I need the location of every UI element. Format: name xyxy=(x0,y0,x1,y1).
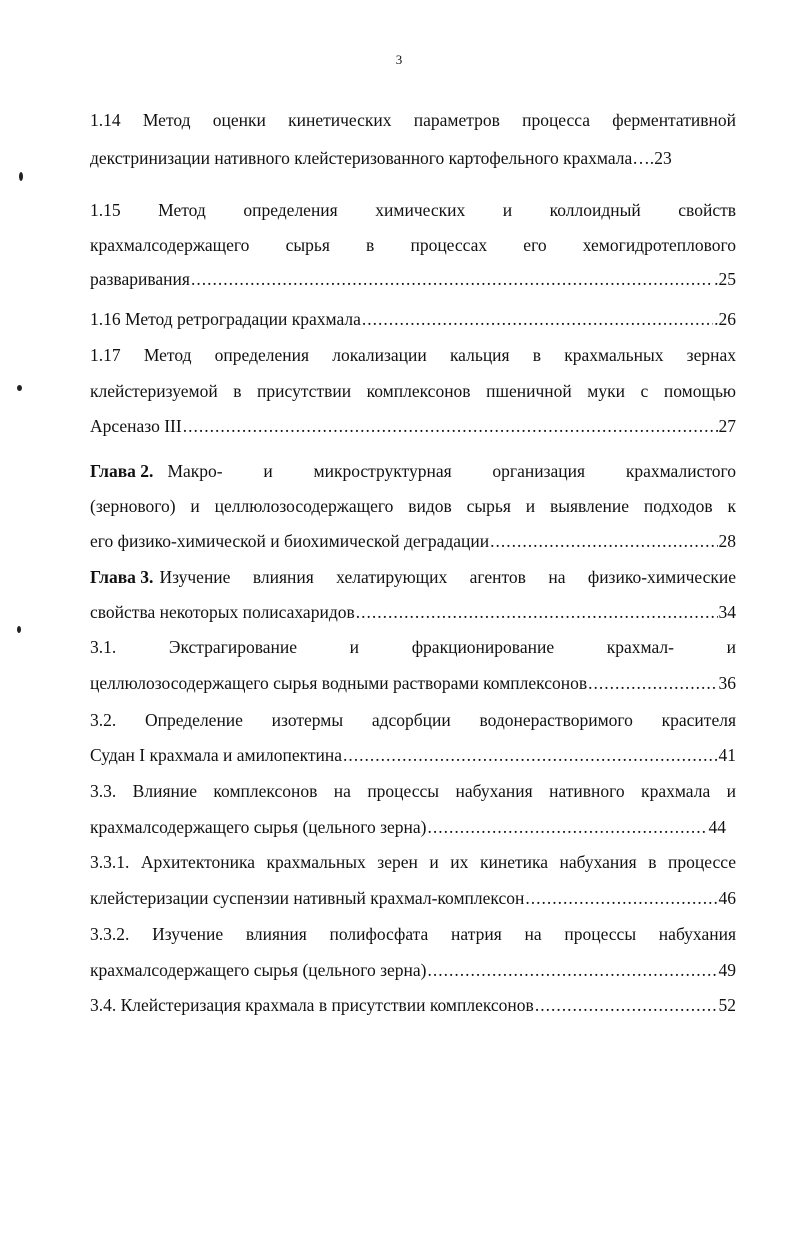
toc-page-number: 46 xyxy=(718,888,736,908)
toc-entry-1-15-line1: 1.15 Метод определения химических и коллоидный свойств xyxy=(90,200,736,220)
toc-entry-3-2-line1: 3.2. Определение изотермы адсорбции водонерастворимого красителя xyxy=(90,710,736,730)
toc-entry-1-15-line3 xyxy=(90,267,736,291)
toc-entry-text: Судан I крахмала и амилопектина xyxy=(90,745,342,765)
chapter-label: Глава 2. xyxy=(90,461,154,481)
toc-entry-3-4 xyxy=(90,993,736,1017)
toc-chapter-3-line2 xyxy=(90,600,736,624)
toc-entry-3-1-line1: 3.1. Экстрагирование и фракционирование крахмал- и xyxy=(90,637,736,657)
toc-entry-1-17-line3 xyxy=(90,414,736,438)
toc-page-number: 34 xyxy=(718,602,736,622)
dot-leader xyxy=(362,307,713,331)
toc-page-number: 27 xyxy=(718,416,736,436)
toc-entry-3-3-2-line1: 3.3.2. Изучение влияния полифосфата натрия на процессы набухания xyxy=(90,924,736,944)
toc-entry-3-3-line2 xyxy=(90,815,726,839)
toc-entry-text: 1.16 Метод ретроградации крахмала xyxy=(90,309,361,329)
toc-page-number: .26 xyxy=(714,309,736,329)
toc-entry-text: свойства некоторых полисахаридов xyxy=(90,602,355,622)
toc-entry-1-15-line2: крахмалсодержащего сырья в процессах его хемогидротеплового xyxy=(90,235,736,255)
dot-leader xyxy=(588,671,717,695)
toc-entry-text: Арсеназо III xyxy=(90,416,182,436)
toc-entry-3-1-line2 xyxy=(90,671,736,695)
toc-entry-text: целлюлозосодержащего сырья водными растворами комплексонов xyxy=(90,673,588,693)
toc-page-number: 36 xyxy=(718,673,736,693)
toc-page-number: 52 xyxy=(718,995,736,1015)
toc-entry-text: Макро- и микроструктурная организация крахмалистого xyxy=(167,461,736,481)
toc-entry-text: разваривания xyxy=(90,269,190,289)
toc-page-number: 49 xyxy=(718,960,736,980)
toc-entry-text: крахмалсодержащего сырья (цельного зерна) xyxy=(90,960,427,980)
toc-entry-text: крахмалсодержащего сырья (цельного зерна) xyxy=(90,817,427,837)
dot-leader xyxy=(525,886,717,910)
toc-entry-1-14-line2 xyxy=(90,146,736,170)
toc-entry-text: 3.4. Клейстеризация крахмала в присутствии комплексонов xyxy=(90,995,534,1015)
dot-leader xyxy=(191,267,713,291)
toc-chapter-2-line3 xyxy=(90,529,736,553)
page-number: 3 xyxy=(395,52,403,67)
toc-entry-text: Изучение влияния хелатирующих агентов на физико-химические xyxy=(159,567,736,587)
dot-leader xyxy=(343,743,718,767)
dot-leader xyxy=(428,958,718,982)
toc-entry-text: декстринизации нативного клейстеризованного картофельного крахмала…. xyxy=(90,148,655,168)
chapter-label: Глава 3. xyxy=(90,567,154,587)
toc-page-number: 44 xyxy=(708,817,726,837)
toc-chapter-2-line1 xyxy=(90,459,736,483)
toc-entry-1-17-line2: клейстеризуемой в присутствии комплексонов пшеничной муки с помощью xyxy=(90,381,736,401)
toc-page-number: 41 xyxy=(718,745,736,765)
toc-chapter-3-line1 xyxy=(90,565,736,589)
toc-chapter-2-line2: (зернового) и целлюлозосодержащего видов сырья и выявление подходов к xyxy=(90,496,736,516)
dot-leader xyxy=(183,414,718,438)
toc-entry-text: его физико-химической и биохимической деградации xyxy=(90,531,490,551)
toc-entry-1-14-line1: 1.14 Метод оценки кинетических параметров процесса ферментативной xyxy=(90,110,736,130)
toc-page-number: 28 xyxy=(718,531,736,551)
toc-entry-1-16 xyxy=(90,307,736,331)
toc-entry-3-3-1-line1: 3.3.1. Архитектоника крахмальных зерен и их кинетика набухания в процессе xyxy=(90,852,736,872)
toc-entry-1-17-line1: 1.17 Метод определения локализации кальция в крахмальных зернах xyxy=(90,345,736,365)
scan-speck xyxy=(17,626,21,633)
dot-leader xyxy=(535,993,718,1017)
scan-speck xyxy=(17,385,22,391)
toc-page-number: .25 xyxy=(714,269,736,289)
toc-entry-3-3-1-line2 xyxy=(90,886,736,910)
toc-entry-3-3-2-line2 xyxy=(90,958,736,982)
toc-page-number: 23 xyxy=(654,148,672,168)
toc-entry-text: клейстеризации суспензии нативный крахмал-комплексон xyxy=(90,888,525,908)
toc-entry-3-2-line2 xyxy=(90,743,736,767)
scan-speck xyxy=(19,172,23,181)
dot-leader xyxy=(490,529,717,553)
dot-leader xyxy=(356,600,718,624)
dot-leader xyxy=(428,815,708,839)
toc-entry-3-3-line1: 3.3. Влияние комплексонов на процессы набухания нативного крахмала и xyxy=(90,781,736,801)
